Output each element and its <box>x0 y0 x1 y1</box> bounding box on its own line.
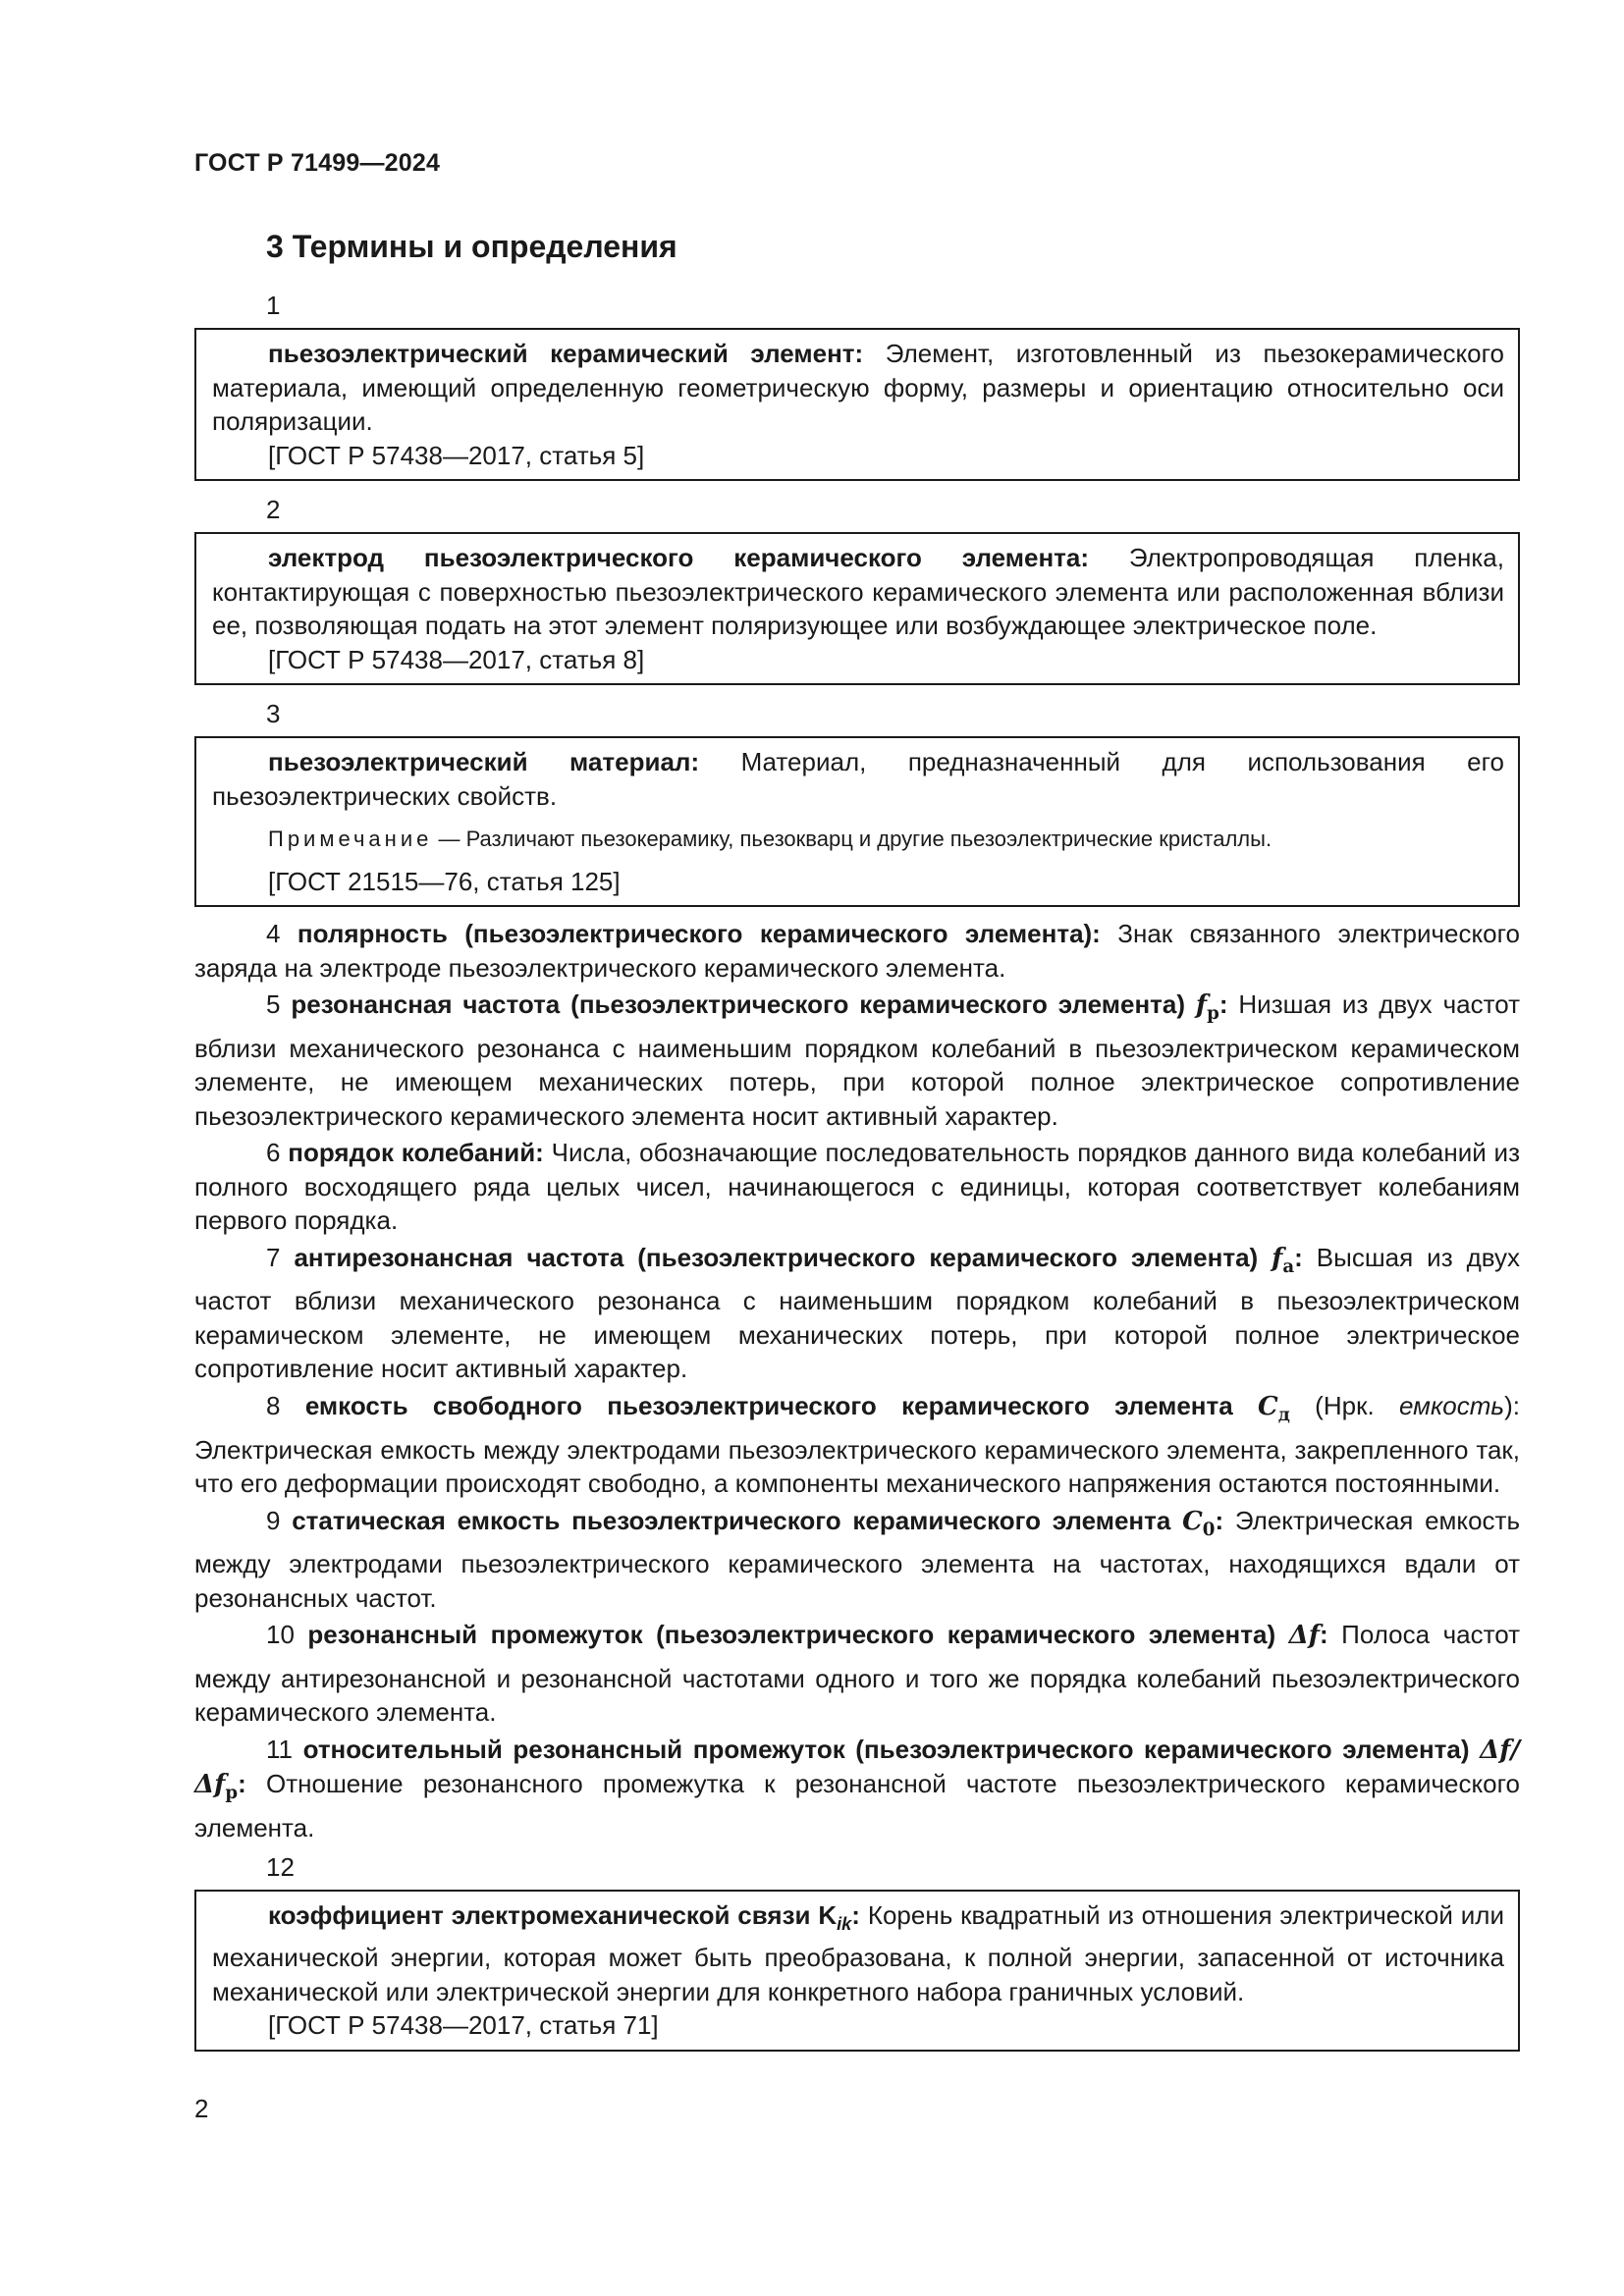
term-symbol <box>1258 1391 1290 1426</box>
symbol-base: f <box>1195 990 1208 1020</box>
term-entry <box>194 1389 1520 1501</box>
term-colon: : <box>1215 1505 1224 1535</box>
term-entry <box>194 1136 1520 1238</box>
term-definition: Отношение резонансного промежутка к резонансной частоте пьезоэлектрического керамического элемента. <box>194 1769 1520 1843</box>
term-source: [ГОСТ 21515—76, статья 125] <box>268 866 621 896</box>
term-name: полярность (пьезоэлектрического керамического элемента): <box>297 919 1101 948</box>
term-definition: Полоса частот между антирезонансной и резонансной частотами одного и того же порядка колебаний пьезоэлектрического керамического элемента. <box>194 1620 1520 1728</box>
term-source: [ГОСТ Р 57438—2017, статья 71] <box>268 2010 659 2041</box>
term-number: 7 <box>266 1242 281 1272</box>
term-number: 3 <box>266 699 281 728</box>
term-name: пьезоэлектрический керамический элемент: <box>268 339 864 368</box>
standard-code: ГОСТ Р 71499—2024 <box>194 149 441 177</box>
term-number: 11 <box>266 1734 293 1764</box>
term-box <box>194 328 1520 481</box>
term-symbol <box>1195 990 1219 1025</box>
term-colon: : <box>851 1899 860 1930</box>
term-number: 2 <box>266 495 281 524</box>
symbol-subscript: а <box>1282 1255 1295 1277</box>
term-colon: : <box>1294 1242 1303 1272</box>
term-name: пьезоэлектрический материал: <box>268 747 700 776</box>
term-entry <box>194 1241 1520 1386</box>
term-entry <box>194 1618 1520 1730</box>
term-entry <box>212 1898 1504 2009</box>
term-name: емкость свободного пьезоэлектрического керамического элемента <box>304 1390 1233 1420</box>
term-definition: Электрическая емкость между электродами пьезоэлектрического керамического элемента, закрепленного так, что его деформации происходят свободно, а компоненты механического напряжения остаются постоянными. <box>194 1434 1520 1499</box>
term-entry <box>212 745 1504 813</box>
symbol-base: f <box>1272 1243 1283 1273</box>
term-note <box>212 823 1504 857</box>
term-box <box>194 532 1520 685</box>
deprecated-suffix: ): <box>1504 1390 1520 1420</box>
term-definition: Знак связанного электрического заряда на электроде пьезоэлектрического керамического элемента. <box>194 919 1520 983</box>
term-entry <box>194 1733 1520 1845</box>
term-name: относительный резонансный промежуток (пьезоэлектрического керамического элемента) <box>302 1734 1470 1764</box>
page-number: 2 <box>194 2094 209 2123</box>
section-title: 3 Термины и определения <box>266 229 677 264</box>
term-entry <box>194 917 1520 985</box>
deprecated-term: емкость <box>1399 1390 1505 1420</box>
term-number: 12 <box>266 1851 295 1882</box>
plain-terms <box>194 917 1520 1845</box>
term-entry <box>194 988 1520 1133</box>
symbol-base: C <box>1258 1391 1278 1421</box>
term-box <box>194 736 1520 907</box>
symbol-subscript: 0 <box>1202 1519 1216 1540</box>
terms-content <box>194 287 1520 2061</box>
term-definition: Элемент, изготовленный из пьезокерамического материала, имеющий определенную геометрическую форму, размеры и ориентацию относительно оси поляризации. <box>212 339 1504 436</box>
term-symbol <box>1182 1506 1216 1540</box>
term-source: [ГОСТ Р 57438—2017, статья 5] <box>268 440 645 470</box>
term-definition: Электрическая емкость между электродами пьезоэлектрического керамического элемента на частотах, находящихся вдали от резонансных частот. <box>194 1505 1521 1613</box>
term-name: антирезонансная частота (пьезоэлектрического керамического элемента) <box>294 1242 1259 1272</box>
symbol-subscript: д <box>1277 1405 1290 1426</box>
term-definition: Корень квадратный из отношения электрической или механической энергии, которая может быть преобразована, к полной энергии, запасенной от источника механической или электрической энергии для конкретного набора граничных условий. <box>212 1899 1504 2006</box>
term-number: 1 <box>266 291 281 320</box>
term-number: 5 <box>266 989 281 1019</box>
symbol-subscript: р <box>225 1783 239 1804</box>
term-colon: : <box>1319 1620 1328 1650</box>
term-number: 9 <box>266 1505 281 1535</box>
term-name: резонансный промежуток (пьезоэлектрического керамического элемента) <box>307 1620 1276 1650</box>
term-number: 10 <box>266 1620 295 1650</box>
term-definition: Числа, обозначающие последовательность порядков данного вида колебаний из полного восходящего ряда целых чисел, начинающегося с единицы, которая соответствует колебаниям первого порядка. <box>194 1138 1520 1236</box>
term-symbol <box>1289 1621 1320 1650</box>
symbol-subscript: р <box>1207 1003 1219 1025</box>
term-subscript: ik <box>837 1913 852 1934</box>
note-label: Примечание <box>268 827 433 851</box>
term-number: 6 <box>266 1138 281 1168</box>
symbol-base: Δf <box>1288 1621 1320 1651</box>
term-number: 8 <box>266 1390 281 1420</box>
term-name: резонансная частота (пьезоэлектрического керамического элемента) <box>291 989 1186 1019</box>
term-definition: Электропроводящая пленка, контактирующая с поверхностью пьезоэлектрического керамического элемента или расположенная вблизи ее, позволяющая подать на этот элемент поляризующее или возбуждающее электрическое поле. <box>212 543 1504 640</box>
term-definition: Низшая из двух частот вблизи механического резонанса с наименьшим порядком колебаний в пьезоэлектрическом керамическом элементе, не имеющем механических потерь, при которой полное электрическое сопротивление пьезоэлектрического керамического элемента носит активный характер. <box>194 989 1520 1131</box>
term-entry <box>194 1504 1520 1616</box>
term-colon: : <box>238 1769 246 1799</box>
term-box <box>194 1890 1520 2052</box>
term-entry <box>212 541 1504 643</box>
term-colon: : <box>1218 989 1228 1019</box>
term-number: 4 <box>266 919 281 948</box>
term-name: электрод пьезоэлектрического керамического элемента: <box>268 543 1090 572</box>
note-text: — Различают пьезокерамику, пьезокварц и другие пьезоэлектрические кристаллы. <box>432 827 1272 851</box>
symbol-base: C <box>1182 1506 1203 1536</box>
deprecated-prefix: (Нрк. <box>1289 1390 1400 1420</box>
term-name: статическая емкость пьезоэлектрического керамического элемента <box>292 1505 1171 1535</box>
term-name: коэффициент электромеханической связи K <box>268 1899 838 1930</box>
term-symbol <box>1272 1243 1295 1277</box>
term-entry <box>212 337 1504 439</box>
term-name: порядок колебаний: <box>288 1138 544 1168</box>
symbol-base: Δf/Δf <box>194 1735 1520 1800</box>
term-definition: Высшая из двух частот вблизи механического резонанса с наименьшим порядком колебаний в пьезоэлектрическом керамическом элементе, не имеющем механических потерь, при которой полное электрическое сопротивление носит активный характер. <box>194 1242 1520 1384</box>
term-definition: Материал, предназначенный для использования его пьезоэлектрических свойств. <box>212 747 1505 811</box>
term-source: [ГОСТ Р 57438—2017, статья 8] <box>268 644 645 674</box>
